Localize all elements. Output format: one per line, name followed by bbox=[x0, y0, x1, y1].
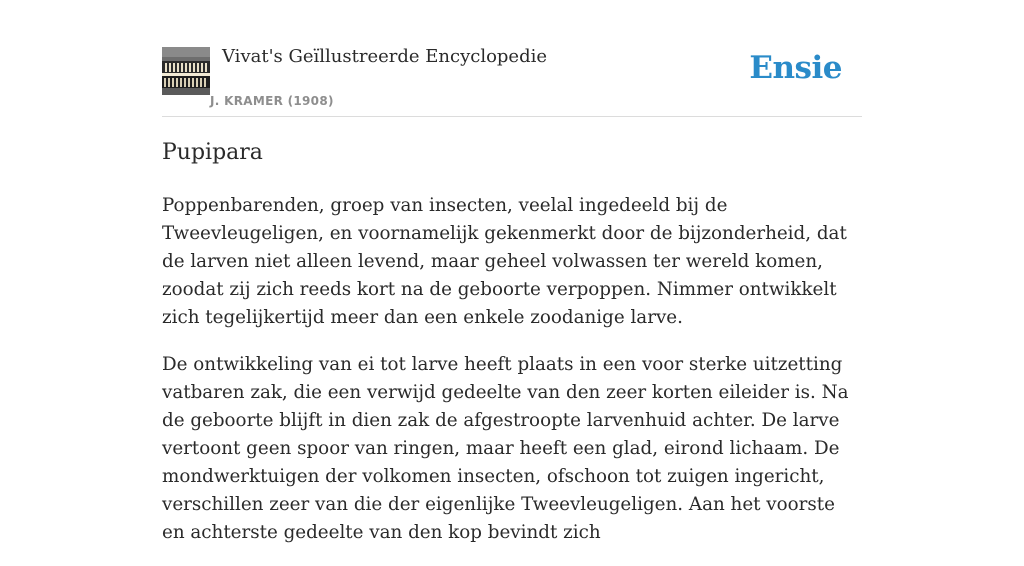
book-header bbox=[162, 0, 862, 117]
book-cover-avatar[interactable] bbox=[162, 47, 210, 95]
entry-paragraph: De ontwikkeling van ei tot larve heeft plaats in een voor sterke uitzetting vatbaren zak, die een verwijd gedeelte van den zeer korten eileider is. Na de geboorte blijft in dien zak de afgestroopte larvenhuid achter. De larve vertoont geen spoor van ringen, maar heeft een glad, eirond lichaam. De mondwerktuigen der volkomen insecten, ofschoon tot zuigen ingericht, verschillen zeer van die der eigenlijke Tweevleugeligen. Aan het voorste en achterste gedeelte van den kop bevindt zich bbox=[162, 354, 849, 543]
ensie-logo[interactable]: Ensie bbox=[749, 50, 842, 86]
entry-title: Pupipara bbox=[162, 140, 263, 165]
book-author: J. KRAMER (1908) bbox=[210, 94, 334, 108]
entry-paragraph: Poppenbarenden, groep van insecten, veelal ingedeeld bij de Tweevleugeligen, en voornamelijk gekenmerkt door de bijzonderheid, dat de larven niet alleen levend, maar geheel volwassen ter wereld komen, zoodat zij zich reeds kort na de geboorte verpoppen. Nimmer ontwikkelt zich tegelijkertijd meer dan een enkele zoodanige larve. bbox=[162, 195, 847, 328]
page-container bbox=[162, 0, 862, 543]
entry-body bbox=[162, 192, 862, 566]
book-title[interactable]: Vivat's Geïllustreerde Encyclopedie bbox=[222, 46, 548, 67]
bookshelf-icon bbox=[162, 47, 210, 95]
